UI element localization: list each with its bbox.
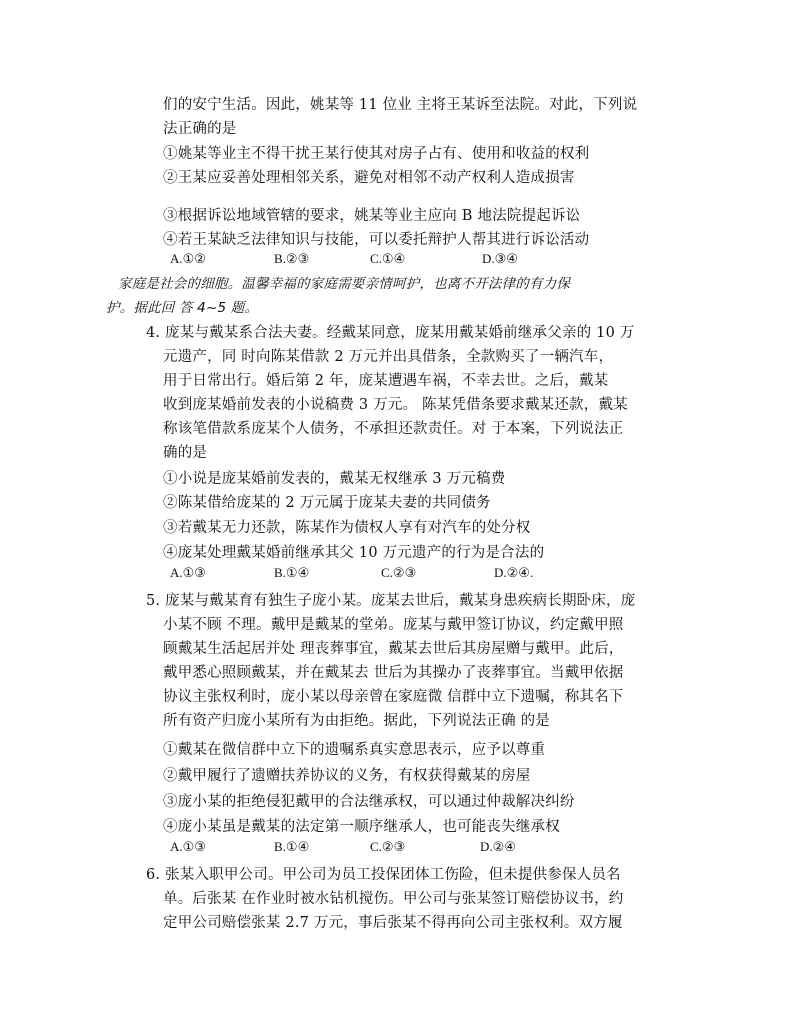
q4-text-line-5: 称该笔借款系庞某个人债务，不承担还款责任。对 于本案，下列说法正: [163, 421, 624, 437]
q3-option-d: D.③④: [482, 251, 518, 266]
q4-option-b: B.①④: [274, 565, 310, 580]
q5-statement-3: ③庞小某的拒绝侵犯戴甲的合法继承权，可以通过仲裁解决纠纷: [163, 794, 575, 810]
q5-option-d: D.②④: [480, 839, 516, 854]
q4-option-d: D.②④.: [494, 565, 534, 580]
q3-statement-1: ①姚某等业主不得干扰王某行使其对房子占有、使用和收益的权利: [163, 146, 590, 162]
q4-text-line-2: 元遗产，同 时向陈某借款 2 万元并出具借条，全款购买了一辆汽车，: [163, 349, 614, 365]
q5-text-line-3: 顾戴某生活起居并处 理丧葬事宜，戴某去世后其房屋赠与戴甲。此后，: [163, 641, 624, 657]
q4-option-a: A.①③: [170, 565, 206, 580]
q6-text-line-3: 定甲公司赔偿张某 2.7 万元，事后张某不得再向公司主张权利。双方履: [163, 915, 623, 931]
q5-option-a: A.①③: [170, 839, 206, 854]
q3-option-b: B.②③: [274, 251, 310, 266]
q3-option-c: C.①④: [370, 251, 406, 266]
q4-statement-2: ②陈某借给庞某的 2 万元属于庞某夫妻的共同债务: [163, 495, 491, 511]
q3-statement-2: ②王某应妥善处理相邻关系，避免对相邻不动产权利人造成损害: [163, 170, 575, 186]
q3-text-line-2: 法正确的是: [163, 121, 237, 137]
q6-text-line-2: 单。后张某 在作业时被水钻机搅伤。甲公司与张某签订赔偿协议书，约: [163, 891, 624, 907]
q5-text-line-2: 小某不顾 不理。戴甲是戴某的堂弟。庞某与戴甲签订协议，约定戴甲照: [163, 617, 624, 633]
q4-statement-1: ①小说是庞某婚前发表的，戴某无权继承 3 万元稿费: [163, 471, 506, 487]
q5-option-b: B.①④: [274, 839, 310, 854]
q5-statement-1: ①戴某在微信群中立下的遗嘱系真实意思表示，应予以尊重: [163, 742, 546, 758]
q6-text-line-1: 6. 张某入职甲公司。甲公司为员工投保团体工伤险，但未提供参保人员名: [146, 867, 621, 883]
q4-text-line-1: 4. 庞某与戴某系合法夫妻。经戴某同意，庞某用戴某婚前继承父亲的 10 万: [146, 325, 635, 341]
q5-statement-2: ②戴甲履行了遗赠扶养协议的义务，有权获得戴某的房屋: [163, 768, 531, 784]
section-intro-line-1: 家庭是社会的细胞。温馨幸福的家庭需要亲情呵护，也离不开法律的有力保: [118, 276, 571, 292]
q4-text-line-4: 收到庞某婚前发表的小说稿费 3 万元。 陈某凭借条要求戴某还款，戴某: [163, 397, 628, 413]
q5-option-c: C.②③: [370, 839, 406, 854]
q4-text-line-6: 确的是: [163, 445, 208, 461]
q3-text-line-1: 们的安宁生活。因此，姚某等 11 位业 主将王某诉至法院。对此，下列说: [163, 97, 638, 113]
q4-option-c: C.②③: [381, 565, 417, 580]
q3-option-a: A.①②: [170, 251, 206, 266]
q4-statement-3: ③若戴某无力还款，陈某作为债权人享有对汽车的处分权: [163, 520, 531, 536]
section-intro-line-2: 护。据此回 答 4~5 题。: [106, 300, 259, 316]
q5-text-line-4: 戴甲悉心照顾戴某，并在戴某去 世后为其操办了丧葬事宜。当戴甲依据: [163, 665, 624, 681]
q4-statement-4: ④庞某处理戴某婚前继承其父 10 万元遗产的行为是合法的: [163, 545, 545, 561]
q5-text-line-1: 5. 庞某与戴某育有独生子庞小某。庞某去世后，戴某身患疾病长期卧床，庞: [146, 593, 636, 609]
q3-statement-4: ④若王某缺乏法律知识与技能，可以委托辩护人帮其进行诉讼活动: [163, 232, 590, 248]
q5-statement-4: ④庞小某虽是戴某的法定第一顺序继承人，也可能丧失继承权: [163, 819, 560, 835]
q4-text-line-3: 用于日常出行。婚后第 2 年，庞某遭遇车祸，不幸去世。之后，戴某: [163, 373, 609, 389]
q5-text-line-5: 协议主张权利时，庞小某以母亲曾在家庭微 信群中立下遗嘱，称其名下: [163, 689, 624, 705]
q5-text-line-6: 所有资产归庞小某所有为由拒绝。据此，下列说法正确 的是: [163, 713, 551, 729]
q3-statement-3: ③根据诉讼地域管辖的要求，姚某等业主应向 B 地法院提起诉讼: [163, 208, 581, 224]
